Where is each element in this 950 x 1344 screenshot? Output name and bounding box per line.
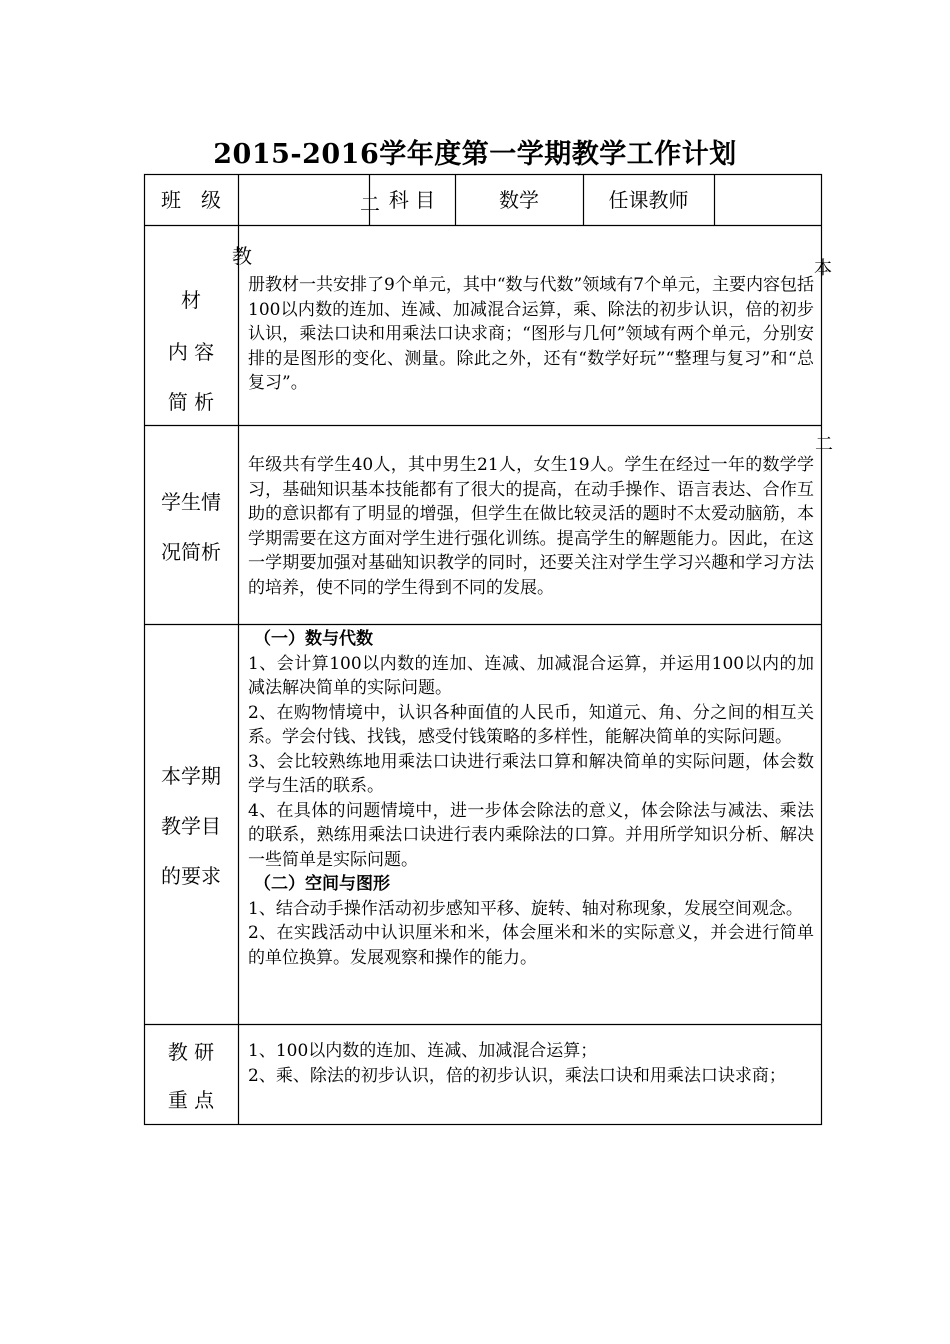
- goals-item-6: 2、在实践活动中认识厘米和米，体会厘米和米的实际意义，并会进行简单的单位换算。发展观察和操作的能力。: [248, 923, 814, 968]
- textbook-analysis-text: 册教材一共安排了9个单元，其中“数与代数”领域有7个单元，主要内容包括100以内数的连加、连减、加减混合运算，乘、除法的初步认识，倍的初步认识，乘法口诀和用乘法口诀求商；“图形与几何”领域有两个单元，分别安排的是图形的变化、测量。除此之外，还有“数学好玩”“整理与复习”和“总复习”。: [248, 275, 815, 393]
- class-value: 二: [360, 192, 380, 216]
- textbook-label-line-3: 内 容: [167, 340, 215, 364]
- research-label-line-1: 教 研: [167, 1040, 215, 1064]
- students-analysis-text: 年级共有学生40人，其中男生21人，女生19人。学生在经过一年的数学学习，基础知识基本技能都有了很大的提高，在动手操作、语言表达、合作互助的意识都有了明显的增强，但学生在做比较灵活的题时不太爱动脑筋，本学期需要在这方面对学生进行强化训练。提高学生的解题能力。因此，在这一学期要加强对基础知识教学的同时，还要关注对学生学习兴趣和学习方法的培养，使不同的学生得到不同的发展。: [248, 455, 814, 598]
- subject-value: 数学: [499, 188, 539, 212]
- students-label-line-2: 况简析: [161, 540, 221, 564]
- goals-section1-title: （一）数与代数: [254, 629, 373, 649]
- textbook-label-line-1: 教: [232, 244, 252, 268]
- textbook-label-line-4: 简 析: [167, 390, 215, 414]
- students-label-line-1: 学生情: [161, 490, 221, 514]
- goals-label-line-2: 教学目: [161, 814, 221, 838]
- textbook-margin-char: 本: [814, 258, 832, 279]
- textbook-label-line-2: 材: [181, 288, 201, 312]
- goals-text: [248, 627, 814, 970]
- page-title: 2015-2016学年度第一学期教学工作计划: [213, 139, 737, 170]
- research-label-line-2: 重 点: [167, 1088, 215, 1112]
- goals-item-2: 2、在购物情境中，认识各种面值的人民币，知道元、角、分之间的相互关系。学会付钱、找钱，感受付钱策略的多样性，能解决简单的实际问题。: [248, 702, 814, 747]
- research-item-1: 1、100以内数的连加、连减、加减混合运算；: [248, 1041, 598, 1061]
- goals-label-line-3: 的要求: [161, 864, 221, 888]
- goals-item-5: 1、结合动手操作活动初步感知平移、旋转、轴对称现象，发展空间观念。: [248, 898, 803, 919]
- research-text: [248, 1039, 814, 1088]
- research-item-2: 2、乘、除法的初步认识，倍的初步认识，乘法口诀和用乘法口诀求商；: [248, 1065, 786, 1086]
- students-margin-char: 二: [815, 434, 833, 455]
- teacher-label: 任课教师: [608, 188, 689, 212]
- goals-section2-title: （二）空间与图形: [254, 874, 390, 894]
- subject-label: 科 目: [388, 188, 436, 212]
- goals-item-3: 3、会比较熟练地用乘法口诀进行乘法口算和解决简单的实际问题，体会数学与生活的联系。: [248, 751, 814, 796]
- goals-label-line-1: 本学期: [161, 764, 221, 788]
- goals-item-4: 4、在具体的问题情境中，进一步体会除法的意义，体会除法与减法、乘法的联系，熟练用乘法口诀进行表内乘除法的口算。并用所学知识分析、解决一些简单是实际问题。: [248, 800, 814, 870]
- goals-item-1: 1、会计算100以内数的连加、连减、加减混合运算，并运用100以内的加减法解决简单的实际问题。: [248, 653, 814, 698]
- class-label: 班 级: [161, 188, 221, 212]
